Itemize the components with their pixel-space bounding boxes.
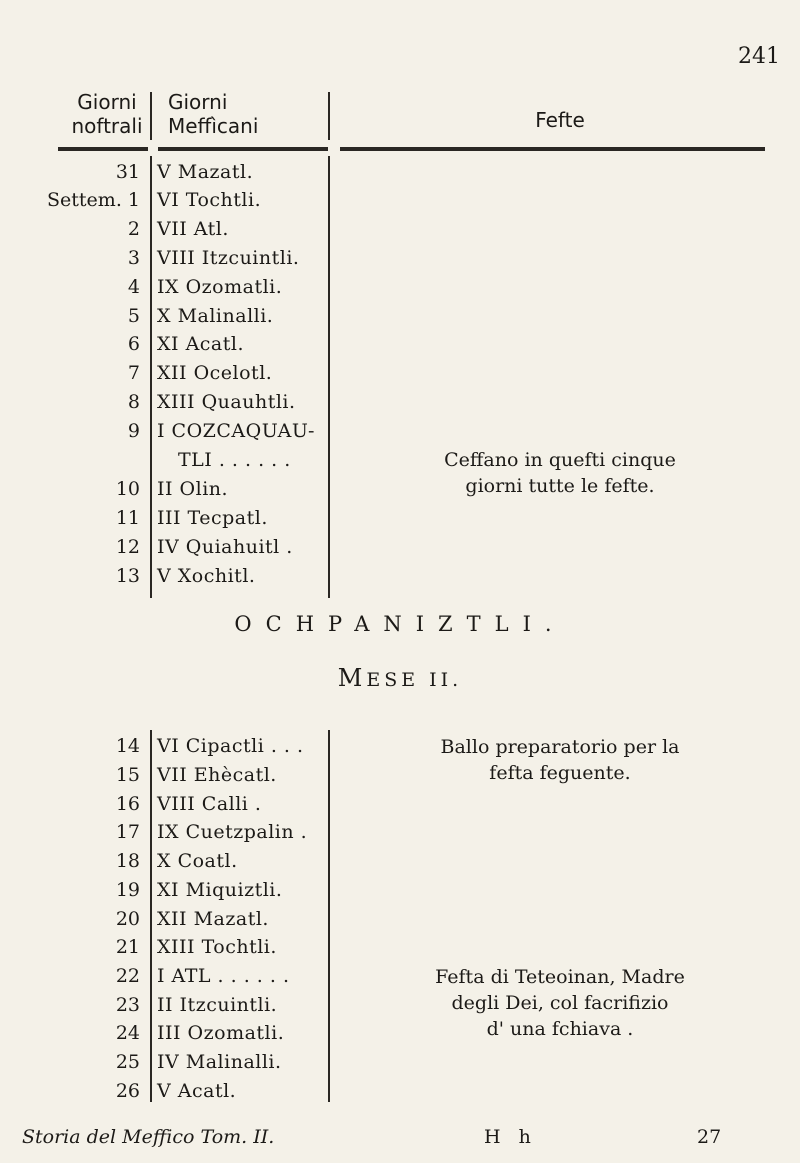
mexican-day: VIII Calli . — [157, 793, 262, 815]
mexican-day: XIII Tochtli. — [157, 936, 277, 958]
header-mexican-days — [168, 90, 338, 138]
catchword: 27 — [697, 1126, 722, 1148]
mexican-day: II Olin. — [157, 478, 229, 500]
table1-note-line2: giorni tutte le fefte. — [465, 475, 655, 497]
mexican-day: III Tecpatl. — [157, 507, 268, 529]
mexican-day: XI Acatl. — [157, 333, 245, 355]
table1-divider-right — [328, 156, 330, 598]
mexican-day: I ATL . . . . . . — [157, 965, 290, 987]
mexican-day: VIII Itzcuintli. — [157, 247, 300, 269]
mexican-day: VII Ehècatl. — [157, 764, 277, 786]
day-number: 14 — [115, 735, 140, 757]
month-label-rest: ESE II. — [366, 669, 463, 691]
day-number: 23 — [115, 994, 140, 1016]
day-number: 25 — [115, 1051, 140, 1073]
day-number: 9 — [127, 420, 140, 442]
header-mexican-days-line1: Giorni — [168, 90, 228, 114]
table1-note-line1: Ceffano in quefti cinque — [444, 449, 676, 471]
mexican-day: VI Tochtli. — [157, 189, 262, 211]
table2-note-ballo-line2: fefta feguente. — [489, 762, 631, 784]
header-our-days-line1: Giorni — [77, 90, 137, 114]
month-label — [0, 664, 800, 692]
month-label-initial: M — [337, 664, 367, 692]
day-number: 17 — [115, 821, 140, 843]
mexican-day: IV Quiahuitl . — [157, 536, 293, 558]
day-number: 19 — [115, 879, 140, 901]
mexican-day: IX Ozomatli. — [157, 276, 283, 298]
day-number: Settem. 1 — [47, 189, 140, 211]
header-feasts: Fefte — [535, 108, 585, 132]
signature-mark: H h — [484, 1126, 537, 1148]
mexican-day: XII Mazatl. — [157, 908, 269, 930]
day-number: 10 — [115, 478, 140, 500]
table2-divider-right — [328, 730, 330, 1102]
day-number: 5 — [127, 305, 140, 327]
day-number: 21 — [115, 936, 140, 958]
mexican-day: V Acatl. — [157, 1080, 237, 1102]
table1-note — [340, 447, 780, 499]
header-rule-middle — [158, 147, 328, 151]
header-our-days-line2: noftrali — [71, 114, 143, 138]
header-rule-right — [340, 147, 765, 151]
day-number: 16 — [115, 793, 140, 815]
header-divider-2 — [328, 92, 330, 140]
mexican-day: XI Miquiztli. — [157, 879, 283, 901]
mexican-day: VII Atl. — [157, 218, 229, 240]
day-number: 12 — [115, 536, 140, 558]
mexican-day: XIII Quauhtli. — [157, 391, 296, 413]
day-number: 11 — [115, 507, 140, 529]
day-number: 15 — [115, 764, 140, 786]
mexican-day: IV Malinalli. — [157, 1051, 282, 1073]
day-number: 18 — [115, 850, 140, 872]
mexican-day: X Coatl. — [157, 850, 238, 872]
running-footer: Storia del Meffico Tom. II. — [22, 1126, 275, 1148]
mexican-day: TLI . . . . . . — [178, 449, 291, 471]
mexican-day: II Itzcuintli. — [157, 994, 278, 1016]
day-number: 26 — [115, 1080, 140, 1102]
day-number: 31 — [115, 161, 140, 183]
day-number: 8 — [127, 391, 140, 413]
table2-note-ballo-line1: Ballo preparatorio per la — [440, 736, 680, 758]
mexican-day: V Mazatl. — [157, 161, 254, 183]
day-number: 7 — [127, 362, 140, 384]
mexican-day: V Xochitl. — [157, 565, 256, 587]
header-rule-left — [58, 147, 148, 151]
table1-divider-left — [150, 156, 152, 598]
day-number: 2 — [127, 218, 140, 240]
table2-note-teteoinan-line3: d' una fchiava . — [486, 1018, 634, 1040]
table2-note-teteoinan-line1: Fefta di Teteoinan, Madre — [435, 966, 685, 988]
table2-note-teteoinan-line2: degli Dei, col facrifizio — [451, 992, 669, 1014]
mexican-day: I COZCAQUAU- — [157, 420, 315, 442]
day-number: 22 — [115, 965, 140, 987]
header-our-days — [52, 90, 162, 138]
page-number: 241 — [738, 44, 780, 69]
header-divider-1 — [150, 92, 152, 140]
mexican-day: XII Ocelotl. — [157, 362, 273, 384]
day-number: 6 — [127, 333, 140, 355]
month-name-title: OCHPANIZTLI. — [234, 612, 566, 636]
mexican-day: IX Cuetzpalin . — [157, 821, 308, 843]
table2-note-teteoinan — [340, 964, 780, 1042]
day-number: 13 — [115, 565, 140, 587]
table2-note-ballo — [340, 734, 780, 786]
mexican-day: X Malinalli. — [157, 305, 274, 327]
mexican-day: III Ozomatli. — [157, 1022, 285, 1044]
day-number: 4 — [127, 276, 140, 298]
day-number: 20 — [115, 908, 140, 930]
header-mexican-days-line2: Meffìcani — [168, 114, 259, 138]
day-number: 24 — [115, 1022, 140, 1044]
table2-divider-left — [150, 730, 152, 1102]
mexican-day: VI Cipactli . . . — [157, 735, 304, 757]
day-number: 3 — [127, 247, 140, 269]
